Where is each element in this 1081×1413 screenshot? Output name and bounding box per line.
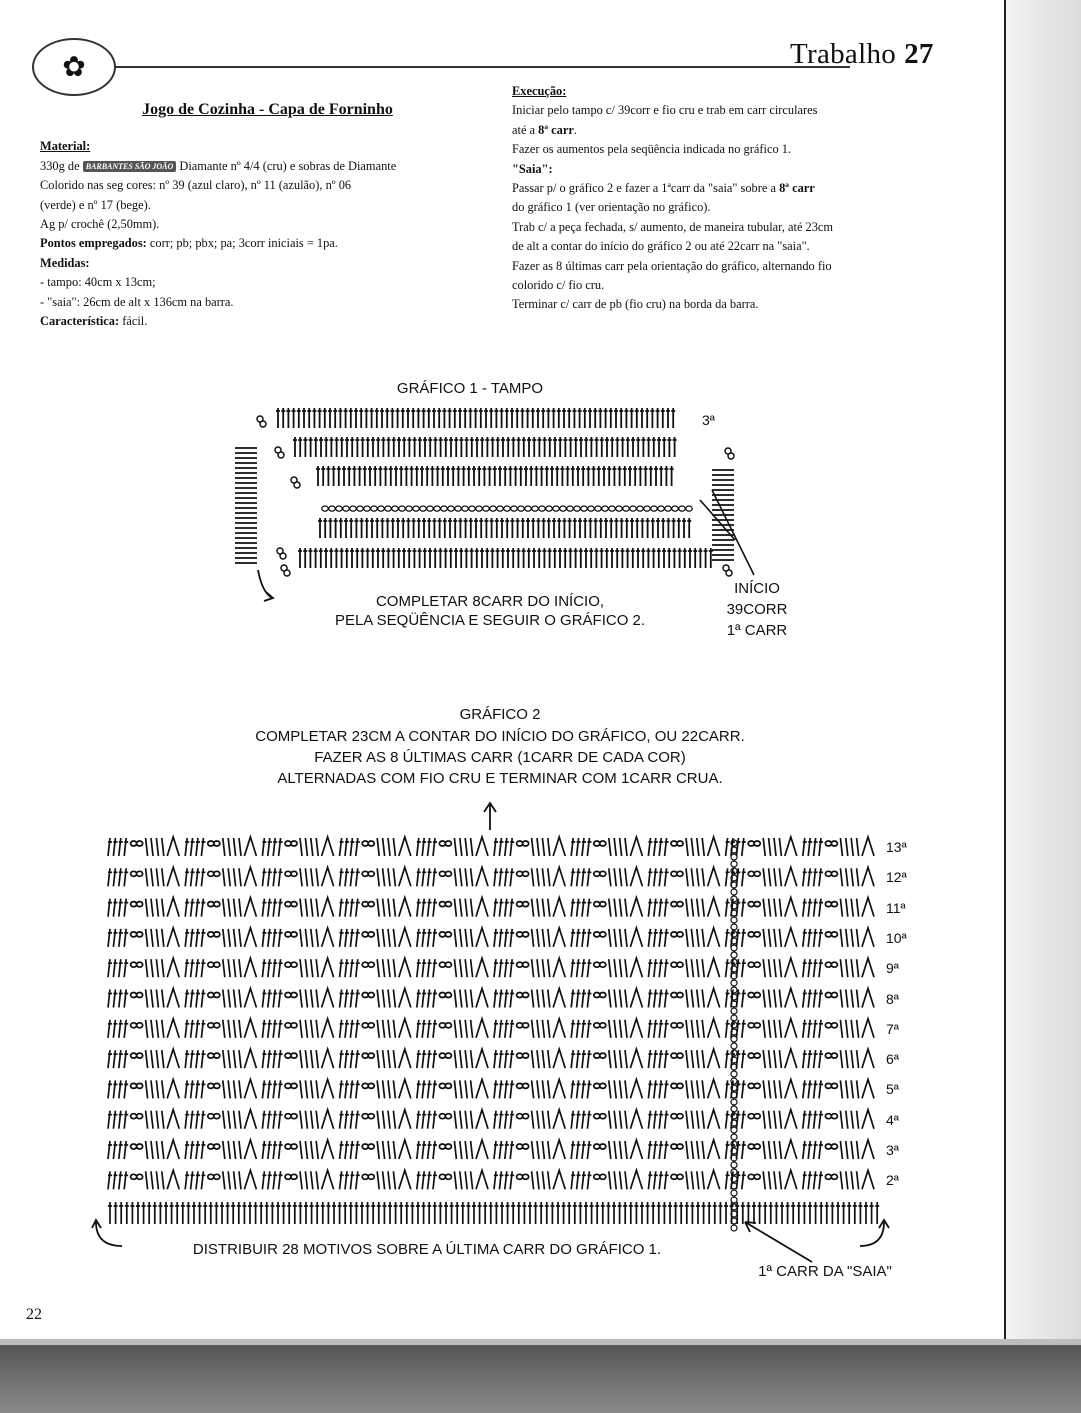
chart2-row-9 [108,958,874,977]
execution-heading: Execução: [512,84,567,98]
chart2-row-3 [108,1140,874,1159]
exec-line-8: Fazer as 8 últimas carr pela orientação do gráfico, alternando fio [512,258,832,273]
material-line-4: Ag p/ crochê (2,50mm). [40,217,160,232]
exec-line-10: Terminar c/ carr de pb (fio cru) na borda da barra. [512,297,759,312]
chart2-row-12 [108,867,874,886]
measure-top: - tampo: 40cm x 13cm; [40,275,156,290]
chart2-row-7 [108,1019,874,1038]
chart2-bottom-note: DISTRIBUIR 28 MOTIVOS SOBRE A ÚLTIMA CARR DO GRÁFICO 1. [192,1241,662,1258]
chart2-row-label: 4ª [886,1111,899,1128]
exec-line-6: Trab c/ a peça fechada, s/ aumento, de maneira tubular, até 23cm [512,219,834,234]
chart2-row-10 [108,928,874,947]
page-number: 22 [26,1306,42,1323]
series-number: 27 [904,38,934,70]
chart2-row-6 [108,1049,874,1068]
chart2-row-label: 13ª [886,839,907,855]
chart1-left-edge [235,448,257,563]
chart1-start-label: INÍCIO 39CORR 1ª CARR [726,580,788,639]
brand-logo: BARBANTES SÃO JOÃO [83,161,177,172]
chart2-row-11 [108,898,874,917]
chart1-row-1-top [316,466,674,486]
chart2-row-label: 11ª [886,899,906,916]
chart1-return-arrow [258,570,273,601]
chart2-row-label: 5ª [886,1081,899,1098]
chart1-row-2 [293,437,677,457]
exec-line-1: Iniciar pelo tampo c/ 39corr e fio cru e trab em carr circulares [512,103,818,118]
chart2-note: COMPLETAR 23CM A CONTAR DO INÍCIO DO GRÁFICO, OU 22CARR. FAZER AS 8 ÚLTIMAS CARR (1CARR DE CADA COR) ALTERNADAS COM FIO CRU E TERMINAR COM 1CARR CRUA. [255,728,745,787]
chart1-row-label: 3ª [702,412,715,428]
chart2-row-label: 8ª [886,990,899,1007]
exec-line-4: Passar p/ o gráfico 2 e fazer a 1ªcarr da "saia" sobre a 8ª carr [512,181,815,196]
article-title: Jogo de Cozinha - Capa de Forninho [142,101,393,118]
chart1-right-edge [712,470,734,560]
chart1-chain-end-2 [291,477,300,488]
chart2-row-8 [108,989,874,1008]
material-line-3: (verde) e nº 17 (bege). [40,197,151,212]
feature-line: Característica: fácil. [40,314,148,329]
chart1-chain-row [322,506,692,511]
chart2-row-5 [108,1079,874,1098]
material-line-2: Colorido nas seg cores: nº 39 (azul claro), nº 11 (azulão), nº 06 [40,178,352,193]
measures-heading: Medidas: [40,255,90,270]
chart2-row-label: 9ª [886,960,899,977]
chart2-row-label: 10ª [886,929,907,946]
chart1-chain-end-3 [277,548,286,559]
chart1-note: COMPLETAR 8CARR DO INÍCIO, PELA SEQÜÊNCIA E SEGUIR O GRÁFICO 2. [334,593,646,629]
chart2-row-13 [108,837,874,856]
chart2-title: GRÁFICO 2 [459,706,541,723]
chart1-chain-end-5 [725,448,734,459]
chart2-right-arrow [860,1220,889,1246]
exec-line-3: Fazer os aumentos pela seqüência indicada no gráfico 1. [512,142,792,157]
chart1-chain-end-4 [281,565,290,576]
chart2-row-1 [108,1202,879,1224]
chart1-row-3 [276,408,675,428]
chart1-title: GRÁFICO 1 - TAMPO [396,380,544,397]
chart1-chain-end-0 [257,416,266,427]
chart2-row-label: 7ª [886,1020,899,1037]
chart1-start-arrow [700,490,754,575]
series-label: Trabalho [790,38,897,70]
saia-heading: "Saia": [512,161,553,176]
material-heading: Material: [40,139,91,154]
measure-skirt: - "saia": 26cm de alt x 136cm na barra. [40,294,234,309]
exec-line-9: colorido c/ fio cru. [512,278,605,293]
chart1-row-1-bottom [318,518,691,538]
chart2-first-row-label: 1ª CARR DA "SAIA" [758,1263,892,1280]
chart2-row-label: 12ª [886,869,907,886]
chart2-up-arrow [484,803,496,830]
exec-line-5: do gráfico 1 (ver orientação no gráfico). [512,200,711,215]
material-line-1: 330g de BARBANTES SÃO JOÃO Diamante nº 4/4 (cru) e sobras de Diamante [40,158,397,173]
chart2-row-label: 6ª [886,1051,899,1068]
chart2-first-row-pointer [745,1222,812,1262]
chart2-row-label: 2ª [886,1172,899,1189]
chart2-row-4 [108,1110,874,1129]
chart1-chain-end-1 [275,447,284,458]
chart2-row-label: 3ª [886,1142,899,1158]
exec-line-7: de alt a contar do início do gráfico 2 ou até 22carr na "saia". [512,239,810,254]
chart1-chain-end-6 [723,565,732,576]
chart1-row-2-bottom [298,548,713,568]
chart2-left-arrow [92,1220,122,1246]
flower-icon: ✿ [32,38,116,96]
stitches-line: Pontos empregados: corr; pb; pbx; pa; 3corr iniciais = 1pa. [40,236,338,251]
exec-line-2: até a 8ª carr. [512,122,577,137]
chart2-row-2 [108,1170,874,1189]
